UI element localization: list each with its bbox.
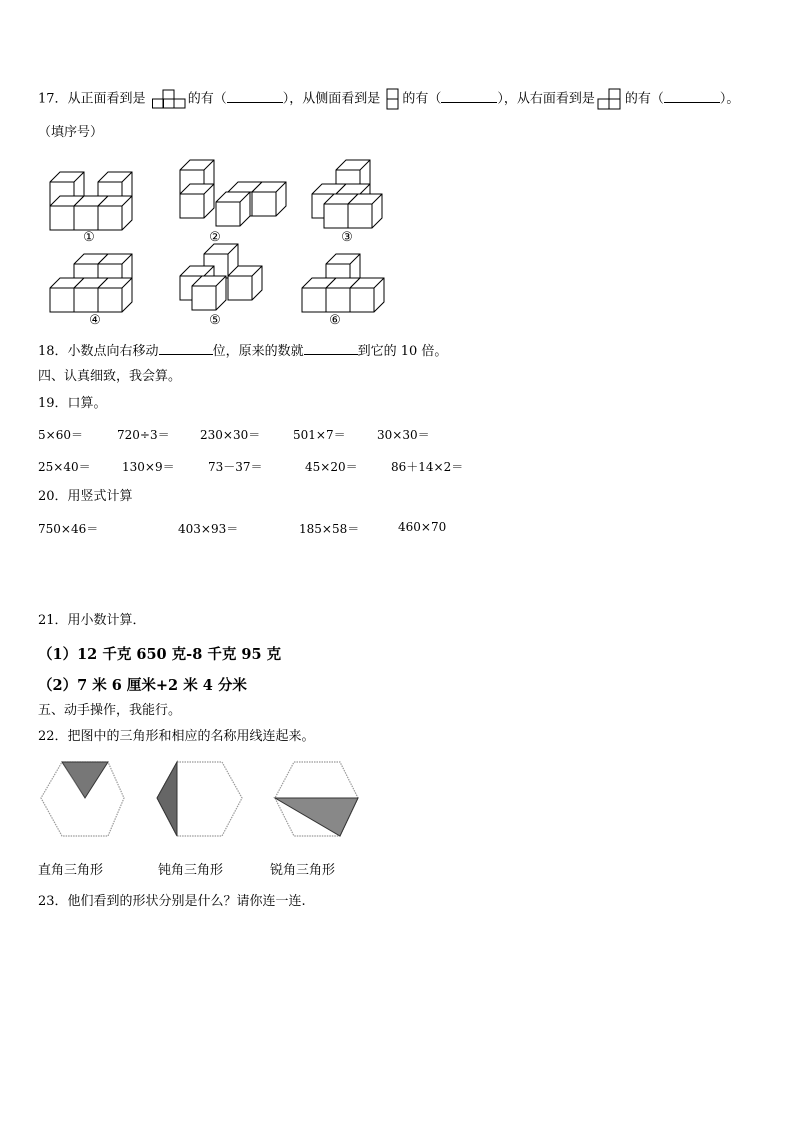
triangle-name-right[interactable]: 直角三角形	[38, 863, 104, 878]
hexagon-2	[157, 762, 242, 836]
hexagon-figures	[38, 760, 368, 840]
q18-line	[38, 342, 447, 361]
q17-text-6: 的有（	[624, 91, 664, 107]
q19-item-9: 45×20＝	[305, 460, 358, 474]
q20-item-2: 403×93＝	[178, 522, 239, 536]
figure-label-2: ②	[209, 230, 221, 245]
q17-number: 17．	[38, 91, 68, 107]
q17-line	[38, 88, 739, 110]
hexagon-3	[275, 762, 358, 836]
q18-answer-blank-1[interactable]	[159, 342, 213, 355]
q18-answer-blank-2[interactable]	[304, 342, 358, 355]
figure-label-5: ⑤	[209, 313, 221, 328]
q18-text-2: 位，原来的数就	[212, 344, 304, 359]
side-view-icon	[386, 88, 400, 110]
q21-title: 21．用小数计算．	[38, 613, 146, 628]
q20-item-1: 750×46＝	[38, 522, 99, 536]
q17-answer-blank-3[interactable]	[664, 90, 720, 103]
q23-title: 23．他们看到的形状分别是什么？请你连一连.	[38, 894, 306, 909]
cube-figure-4	[50, 254, 132, 312]
q19-item-6: 25×40＝	[38, 460, 91, 474]
q20-item-3: 185×58＝	[299, 522, 360, 536]
q17-answer-blank-1[interactable]	[227, 90, 283, 103]
triangle-name-acute[interactable]: 锐角三角形	[270, 863, 336, 878]
q18-text-1: 小数点向右移动	[67, 344, 159, 359]
q19-item-10: 86＋14×2＝	[391, 460, 464, 474]
q17-text-2: 的有（	[187, 91, 227, 107]
section-4-heading: 四、认真细致，我会算。	[38, 369, 182, 384]
figure-label-4: ④	[89, 313, 101, 328]
figure-label-6: ⑥	[329, 313, 341, 328]
q19-item-2: 720÷3＝	[117, 428, 170, 442]
q21-subquestion-1: （1）12 千克 650 克-8 千克 95 克	[38, 646, 282, 663]
figure-label-1: ①	[83, 230, 95, 245]
q19-item-3: 230×30＝	[200, 428, 261, 442]
q19-item-4: 501×7＝	[293, 428, 346, 442]
q17-answer-blank-2[interactable]	[441, 90, 497, 103]
hexagon-1	[41, 762, 124, 836]
q17-text-4: 的有（	[402, 91, 442, 107]
front-view-icon	[152, 89, 186, 109]
cube-figures	[40, 158, 400, 338]
q21-subquestion-2: （2）7 米 6 厘米+2 米 4 分米	[38, 677, 247, 694]
triangle-name-obtuse[interactable]: 钝角三角形	[158, 863, 224, 878]
q22-title: 22．把图中的三角形和相应的名称用线连起来。	[38, 729, 315, 744]
q17-text-1: 从正面看到是	[67, 91, 146, 107]
cube-figure-5	[180, 244, 262, 310]
q17-note: （填序号）	[38, 125, 104, 140]
section-5-heading: 五、动手操作，我能行。	[38, 703, 182, 718]
q17-text-7: ）。	[719, 91, 740, 107]
q17-text-5: ），从右面看到是	[497, 91, 595, 107]
figure-label-3: ③	[341, 230, 353, 245]
q19-title: 19．口算。	[38, 396, 107, 411]
cube-figure-3	[312, 160, 382, 228]
cube-figure-1	[50, 172, 132, 230]
q17-text-3: ），从侧面看到是	[282, 91, 381, 107]
q20-title: 20．用竖式计算	[38, 489, 133, 504]
q19-item-5: 30×30＝	[377, 428, 430, 442]
cube-figure-6	[302, 254, 384, 312]
q18-text-3: 到它的 10 倍。	[357, 344, 448, 359]
cube-figure-2	[180, 160, 286, 226]
q20-item-4: 460×70	[398, 520, 447, 534]
q19-item-8: 73－37＝	[208, 460, 263, 474]
q19-item-7: 130×9＝	[122, 460, 175, 474]
q19-item-1: 5×60＝	[38, 428, 83, 442]
right-view-icon	[597, 88, 623, 110]
q18-number: 18．	[38, 344, 68, 359]
